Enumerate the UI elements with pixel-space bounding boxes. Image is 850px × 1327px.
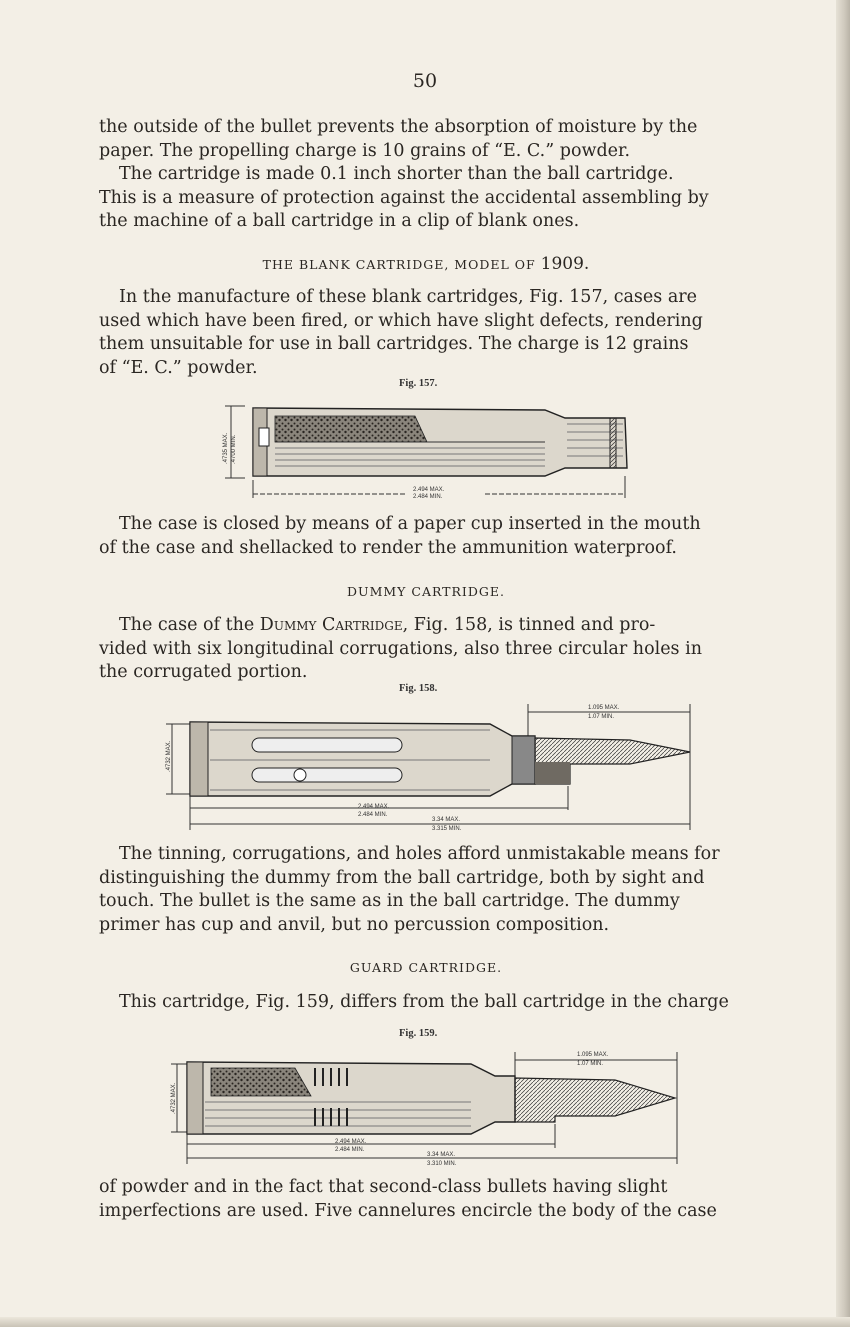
dim-bullet-min: 1.07 MIN. — [588, 714, 615, 720]
section-heading-blank — [99, 254, 753, 274]
figure-157-blank-cartridge — [215, 398, 640, 502]
text-line: used which have been fired, or which have slight defects, rendering — [99, 310, 703, 331]
text-line: of powder and in the fact that second-class bullets having slight — [99, 1177, 668, 1197]
paragraph-guard-detail — [99, 1176, 753, 1223]
dim-case-min: 2.484 MIN. — [335, 1147, 365, 1153]
paragraph-guard — [99, 991, 753, 1015]
text-line: The tinning, corrugations, and holes afford unmistakable means for — [119, 844, 720, 864]
text-line: the machine of a ball cartridge in a clip of blank ones. — [99, 211, 580, 231]
dim-total-max: 3.34 MAX. — [432, 817, 461, 823]
page-number: 50 — [412, 70, 438, 92]
text-line: vided with six longitudinal corrugations, also three circular holes in — [99, 638, 702, 659]
dim-total-min: 3.315 MIN. — [432, 826, 462, 832]
dim-case-max: 2.494 MAX. — [335, 1139, 367, 1145]
text-line: This is a measure of protection against the accidental assembling by — [99, 187, 709, 208]
section-heading-guard: GUARD CARTRIDGE. — [349, 960, 503, 975]
text-line: distinguishing the dummy from the ball cartridge, both by sight and — [99, 867, 705, 888]
paragraph-dummy — [99, 614, 753, 685]
text-line: of “E. C.” powder. — [99, 357, 258, 378]
text-line: imperfections are used. Five cannelures encircle the body of the case — [99, 1200, 717, 1221]
heading-text: THE BLANK CARTRIDGE, MODEL OF — [262, 257, 541, 272]
text-line: of the case and shellacked to render the ammunition waterproof. — [99, 537, 677, 558]
text-line: In the manufacture of these blank cartridges, Fig. 157, cases are — [119, 287, 697, 307]
text-line: touch. The bullet is the same as in the ball cartridge. The dummy — [99, 891, 680, 911]
small-caps-term: Dummy Cartridge — [259, 615, 403, 635]
text-segment: , Fig. 158, is tinned and pro- — [402, 615, 656, 635]
dim-diameter-min: .4700 MIN. — [231, 434, 237, 464]
page-edge — [836, 0, 850, 1327]
dim-case-max: 2.494 MAX. — [358, 804, 390, 810]
dim-total-max: 3.34 MAX. — [427, 1152, 456, 1158]
paragraph-blank — [99, 286, 753, 380]
dim-bullet-max: 1.095 MAX. — [577, 1052, 609, 1058]
text-line: The case is closed by means of a paper cup inserted in the mouth — [119, 514, 701, 534]
dim-length-max: 2.494 MAX. — [413, 487, 445, 493]
figure-158-dummy-cartridge — [160, 700, 700, 835]
text-line: paper. The propelling charge is 10 grains of “E. C.” powder. — [99, 140, 631, 161]
paragraph-intro — [99, 116, 753, 234]
text-line: the corrugated portion. — [99, 662, 308, 682]
dim-bullet-min: 1.07 MIN. — [577, 1061, 604, 1067]
text-line: The cartridge is made 0.1 inch shorter than the ball cartridge. — [119, 164, 674, 184]
paragraph-dummy-detail — [99, 843, 753, 937]
figure-caption-159: Fig. 159. — [399, 1028, 438, 1039]
figure-159-guard-cartridge — [165, 1046, 685, 1170]
section-heading-dummy: DUMMY CARTRIDGE. — [347, 584, 505, 599]
text-line: This cartridge, Fig. 159, differs from the ball cartridge in the charge — [119, 992, 729, 1012]
text-line: them unsuitable for use in ball cartridges. The charge is 12 grains — [99, 334, 689, 354]
figure-caption-158: Fig. 158. — [399, 683, 438, 694]
dim-diameter: .4732 MAX. — [171, 1082, 177, 1114]
text-line: primer has cup and anvil, but no percussion composition. — [99, 914, 610, 935]
dim-diameter: .4732 MAX. — [166, 740, 172, 772]
paragraph-blank-closure — [99, 513, 753, 560]
dim-diameter-max: .4735 MAX. — [223, 432, 229, 464]
dim-total-min: 3.310 MIN. — [427, 1161, 457, 1167]
heading-year: 1909. — [540, 254, 590, 274]
dim-length-min: 2.484 MIN. — [413, 494, 443, 500]
dim-case-min: 2.484 MIN. — [358, 812, 388, 818]
dim-bullet-max: 1.095 MAX. — [588, 705, 620, 711]
text-line — [99, 614, 753, 638]
text-line: the outside of the bullet prevents the absorption of moisture by the — [99, 117, 698, 137]
page-bottom-edge — [0, 1317, 850, 1327]
figure-caption-157: Fig. 157. — [399, 378, 438, 389]
text-segment: The case of the — [119, 615, 260, 635]
